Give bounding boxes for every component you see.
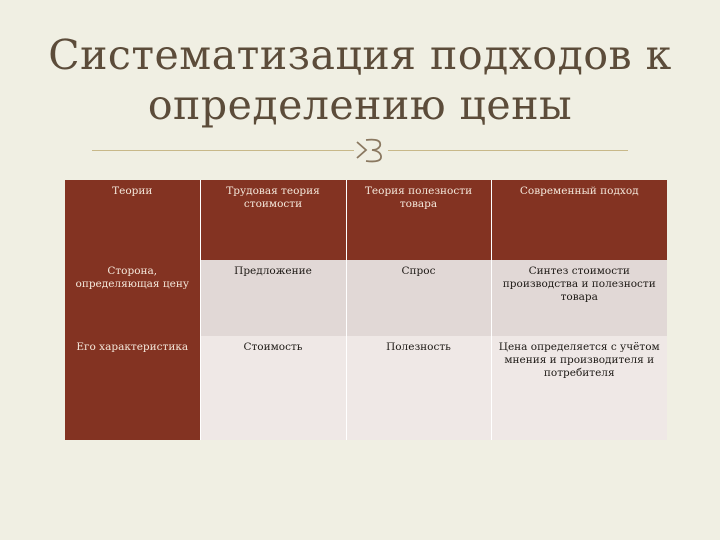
table-cell: Синтез стоимости производства и полезности товара [491,260,667,336]
slide-title: Систематизация подходов к определению цены [48,31,672,129]
table-header-row [65,180,667,260]
comparison-table [65,180,667,440]
header-cell-modern-approach: Современный подход [491,180,667,260]
header-cell-utility-theory: Теория полезности товара [346,180,491,260]
scroll-ornament-icon [352,134,388,166]
header-cell-theories: Теории [65,180,200,260]
title-rule-right [388,150,628,151]
row-label: Сторона, определяющая цену [65,260,200,336]
title-rule-left [92,150,354,151]
table-cell: Стоимость [200,336,346,440]
table-row [65,260,667,336]
table-cell: Полезность [346,336,491,440]
table-row [65,336,667,440]
header-cell-labor-theory: Трудовая теория стоимости [200,180,346,260]
table-cell: Цена определяется с учётом мнения и производителя и потребителя [491,336,667,440]
table-cell: Спрос [346,260,491,336]
row-label: Его характеристика [65,336,200,440]
table-cell: Предложение [200,260,346,336]
